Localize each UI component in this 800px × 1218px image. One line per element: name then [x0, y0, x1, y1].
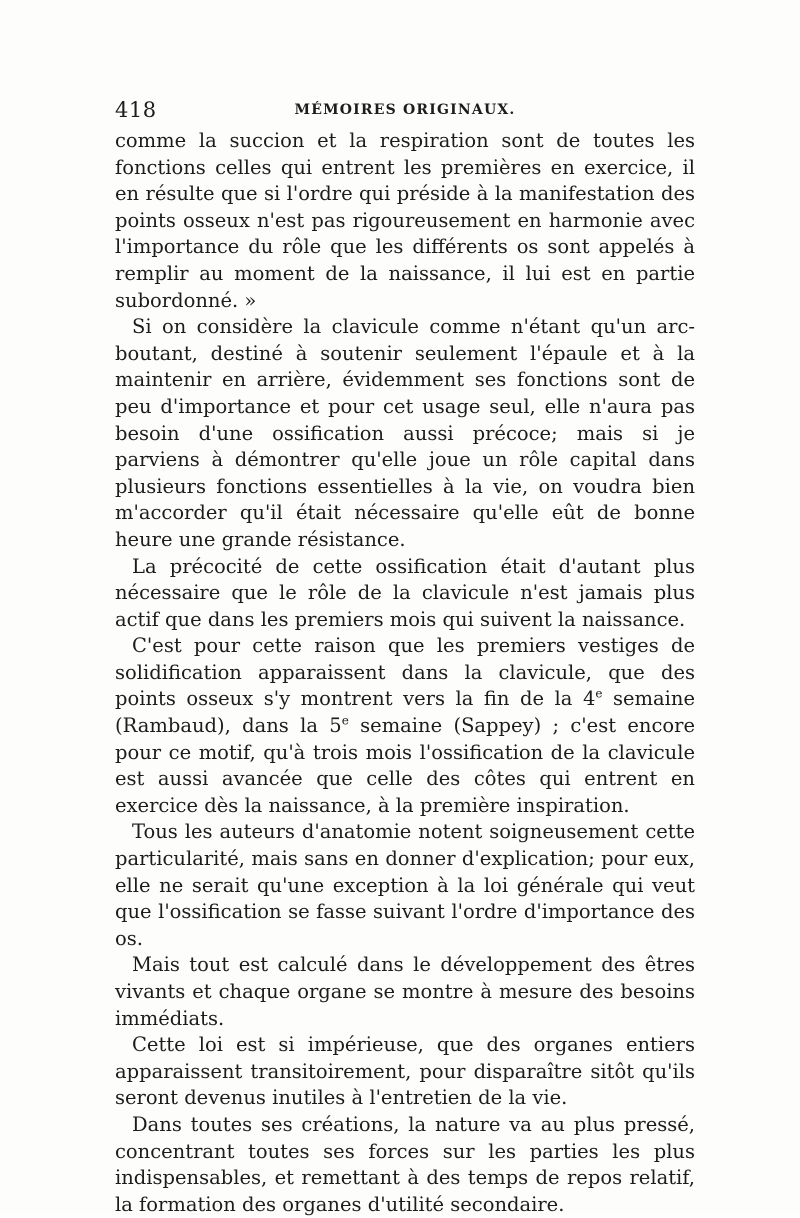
paragraph-2: Si on considère la clavicule comme n'étant qu'un arc-boutant, destiné à soutenir seulement l'épaule et à la maintenir en arrière, évidemment ses fonctions sont de peu d'importance et pour cet usage seul, elle n'aura pas besoin d'une ossification aussi précoce; mais si je parviens à démontrer qu'elle joue un rôle capital dans plusieurs fonctions essentielles à la vie, on voudra bien m'accorder qu'il était nécessaire qu'elle eût de bonne heure une grande résistance.	[115, 315, 695, 551]
page-number: 418	[115, 98, 157, 122]
paragraph-3: La précocité de cette ossification était d'autant plus nécessaire que le rôle de la clavicule n'est jamais plus actif que dans les premiers mois qui suivent la naissance.	[115, 554, 695, 631]
page-header	[115, 98, 695, 126]
paragraph-7: Cette loi est si impérieuse, que des organes entiers apparaissent transitoirement, pour disparaître sitôt qu'ils seront devenus inutiles à l'entretien de la vie.	[115, 1033, 695, 1110]
paragraph-4-part-1: C'est pour cette raison que les premiers vestiges de solidification apparaissent dans la clavicule, que des points osseux s'y montrent vers la fin de la 4	[115, 634, 695, 711]
paragraph-8: Dans toutes ses créations, la nature va au plus pressé, concentrant toutes ses forces sur les parties les plus indispensables, et remettant à des temps de repos relatif, la formation des organes d'utilité secondaire.	[115, 1112, 695, 1216]
paragraph-6: Mais tout est calculé dans le développement des êtres vivants et chaque organe se montre à mesure des besoins immédiats.	[115, 953, 695, 1030]
body-text	[115, 128, 695, 1218]
paragraph-1: comme la succion et la respiration sont de toutes les fonctions celles qui entrent les premières en exercice, il en résulte que si l'ordre qui préside à la manifestation des points osseux n'est pas rigoureusement en harmonie avec l'importance du rôle que les différents os sont appelés à remplir au moment de la naissance, il lui est en partie subordonné. »	[115, 129, 695, 312]
ordinal-suffix-4e: e	[595, 686, 603, 701]
paragraph-5: Tous les auteurs d'anatomie notent soigneusement cette particularité, mais sans en donner d'explication; pour eux, elle ne serait qu'une exception à la loi générale qui veut que l'ossification se fasse suivant l'ordre d'importance des os.	[115, 820, 695, 950]
running-head: MÉMOIRES ORIGINAUX.	[294, 102, 516, 118]
paragraph-4-part-2: semaine (Rambaud), dans la 5	[115, 687, 695, 738]
paragraph-4	[115, 633, 695, 819]
ordinal-suffix-5e: e	[341, 713, 349, 728]
paragraph-4-part-3: semaine (Sappey) ; c'est encore pour ce motif, qu'à trois mois l'ossification de la clavicule est aussi avancée que celle des côtes qui entrent en exercice dès la naissance, à la première inspiration.	[115, 714, 695, 817]
